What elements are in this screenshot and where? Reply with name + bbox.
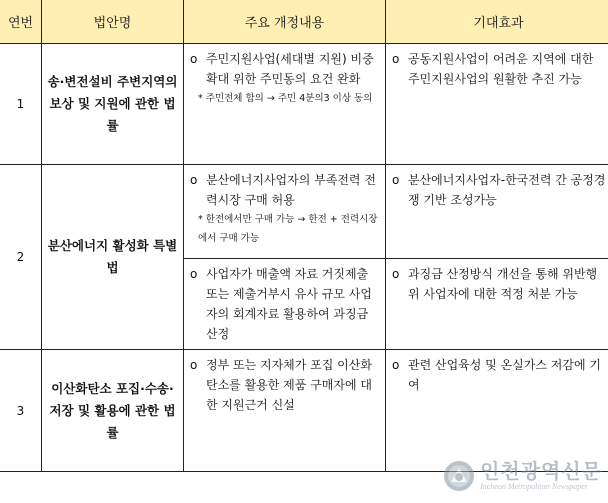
- header-no: 연번: [0, 0, 42, 44]
- effect-cell: [386, 165, 608, 259]
- newspaper-watermark: [442, 459, 602, 493]
- row-number: 2: [0, 165, 42, 350]
- table-row: [0, 165, 608, 259]
- effect-cell: [386, 350, 608, 472]
- table-row: [0, 350, 608, 472]
- table-row: [0, 44, 608, 165]
- watermark-name: 인천광역신문: [480, 459, 602, 483]
- change-cell: [184, 350, 386, 472]
- newspaper-logo-icon: [442, 459, 476, 493]
- effect-cell: [386, 259, 608, 350]
- change-cell: [184, 44, 386, 165]
- bullet-marker: o: [392, 267, 400, 281]
- header-main-changes: 주요 개정내용: [184, 0, 386, 44]
- row-number: 1: [0, 44, 42, 165]
- header-row: [0, 0, 608, 44]
- effect-item: [392, 170, 607, 210]
- change-item: [190, 170, 381, 210]
- effect-cell: [386, 44, 608, 165]
- header-expected-effects: 기대효과: [386, 0, 608, 44]
- change-item: [190, 355, 381, 415]
- change-note: * 한전에서만 구매 가능 → 한전 + 전력시장에서 구매 가능: [198, 214, 378, 244]
- effect-text: 분산에너지사업자-한국전력 간 공정경쟁 기반 조성가능: [408, 173, 606, 207]
- change-cell: [184, 259, 386, 350]
- bullet-marker: o: [190, 173, 198, 187]
- header-law-name: 법안명: [42, 0, 184, 44]
- bullet-marker: o: [392, 52, 400, 66]
- change-item: [190, 49, 381, 89]
- bullet-marker: o: [190, 267, 198, 281]
- law-name: 분산에너지 활성화 특별법: [42, 165, 184, 350]
- effect-text: 공동지원사업이 어려운 지역에 대한 주민지원사업의 원활한 추진 가능: [408, 52, 594, 86]
- bullet-marker: o: [190, 52, 198, 66]
- row-number: 3: [0, 350, 42, 472]
- law-name: 이산화탄소 포집·수송·저장 및 활용에 관한 법률: [42, 350, 184, 472]
- change-text: 사업자가 매출액 자료 거짓제출 또는 제출거부시 유사 규모 사업자의 회계자료 활용하여 과징금 산정: [206, 267, 372, 341]
- bullet-marker: o: [392, 358, 400, 372]
- bullet-marker: o: [392, 173, 400, 187]
- watermark-subtitle: Incheon Metropolitan Newspaper: [480, 482, 588, 491]
- change-cell: [184, 165, 386, 259]
- effect-text: 과징금 산정방식 개선을 통해 위반행위 사업자에 대한 적정 처분 가능: [408, 267, 598, 301]
- bullet-marker: o: [190, 358, 198, 372]
- law-name: 송·변전설비 주변지역의 보상 및 지원에 관한 법률: [42, 44, 184, 165]
- effect-item: [392, 355, 607, 395]
- change-text: 주민지원사업(세대별 지원) 비중 확대 위한 주민동의 요건 완화: [206, 52, 374, 86]
- effect-item: [392, 49, 607, 89]
- effect-item: [392, 264, 607, 304]
- change-text: 정부 또는 지자체가 포집 이산화탄소를 활용한 제품 구매자에 대한 지원근거 신설: [206, 358, 372, 412]
- change-item: [190, 264, 381, 344]
- change-text: 분산에너지사업자의 부족전력 전력시장 구매 허용: [206, 173, 376, 207]
- effect-text: 관련 산업육성 및 온실가스 저감에 기여: [408, 358, 601, 392]
- change-note: * 주민전체 합의 → 주민 4분의3 이상 동의: [198, 93, 373, 104]
